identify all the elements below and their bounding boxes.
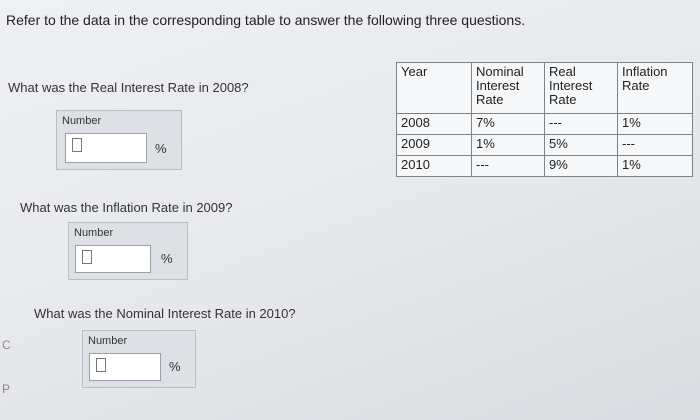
text-cursor-icon <box>82 250 92 264</box>
question-2-number-label: Number <box>74 227 114 239</box>
header-year: Year <box>397 63 472 114</box>
cell-nominal: 7% <box>472 114 545 135</box>
edge-letter-p: P <box>2 382 11 396</box>
instructions-text: Refer to the data in the corresponding table to answer the following three questions. <box>6 12 526 28</box>
cell-real: 5% <box>545 135 618 156</box>
question-1-text: What was the Real Interest Rate in 2008? <box>8 80 249 95</box>
cell-year: 2009 <box>397 135 472 156</box>
question-2-text: What was the Inflation Rate in 2009? <box>20 200 233 215</box>
question-2-unit: % <box>161 251 173 266</box>
cell-year: 2008 <box>397 114 472 135</box>
table-row <box>397 135 693 156</box>
question-1-answer-box <box>56 110 182 170</box>
question-1-unit: % <box>155 141 167 156</box>
cell-inflation: --- <box>618 135 693 156</box>
question-3-text: What was the Nominal Interest Rate in 2010? <box>34 306 296 321</box>
question-3-unit: % <box>169 359 181 374</box>
cell-nominal: 1% <box>472 135 545 156</box>
header-inflation-rate: Inflation Rate <box>618 63 693 114</box>
table-header-row <box>397 63 693 114</box>
question-3-number-label: Number <box>88 335 128 347</box>
cell-nominal: --- <box>472 156 545 177</box>
edge-letter-c: C <box>2 338 11 352</box>
question-3-answer-box <box>82 330 196 388</box>
cell-real: --- <box>545 114 618 135</box>
table-row <box>397 156 693 177</box>
cell-real: 9% <box>545 156 618 177</box>
question-3-number-input[interactable] <box>89 353 161 381</box>
cell-inflation: 1% <box>618 156 693 177</box>
text-cursor-icon <box>72 138 82 152</box>
question-2-answer-box <box>68 222 188 280</box>
text-cursor-icon <box>96 358 106 372</box>
question-1-number-label: Number <box>62 115 102 127</box>
cell-year: 2010 <box>397 156 472 177</box>
interest-rate-table <box>396 62 693 177</box>
header-nominal-interest-rate: Nominal Interest Rate <box>472 63 545 114</box>
question-1-number-input[interactable] <box>65 133 147 163</box>
table-row <box>397 114 693 135</box>
header-real-interest-rate: Real Interest Rate <box>545 63 618 114</box>
question-2-number-input[interactable] <box>75 245 151 273</box>
cell-inflation: 1% <box>618 114 693 135</box>
